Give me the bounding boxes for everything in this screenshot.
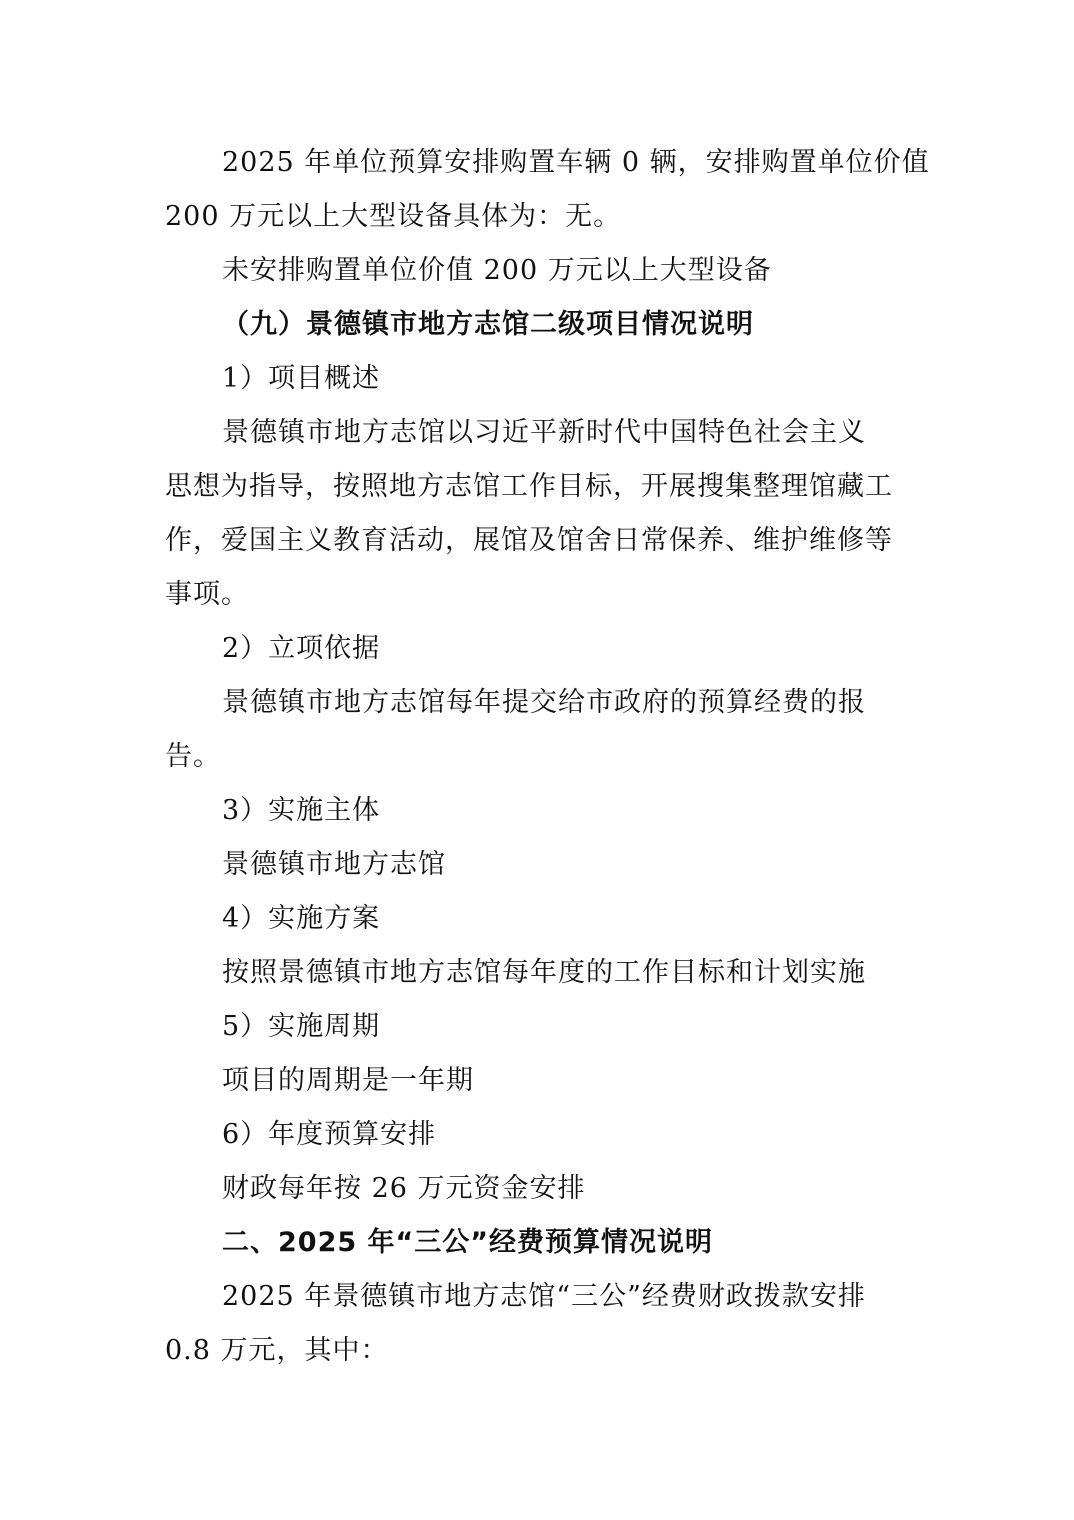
paragraph-no-equipment: 未安排购置单位价值 200 万元以上大型设备	[222, 255, 772, 286]
paragraph-three-public-line2: 0.8 万元，其中：	[165, 1335, 389, 1366]
subheading-basis: 2）立项依据	[222, 633, 381, 664]
paragraph-overview-line3: 作，爱国主义教育活动，展馆及馆舍日常保养、维护维修等	[165, 525, 893, 556]
subheading-period: 5）实施周期	[222, 1011, 381, 1042]
subheading-plan: 4）实施方案	[222, 903, 381, 934]
section-heading-three-public: 二、2025 年“三公”经费预算情况说明	[222, 1227, 714, 1258]
paragraph-budget: 财政每年按 26 万元资金安排	[222, 1173, 586, 1204]
paragraph-plan: 按照景德镇市地方志馆每年度的工作目标和计划实施	[222, 957, 866, 988]
paragraph-basis-line1: 景德镇市地方志馆每年提交给市政府的预算经费的报	[222, 687, 866, 718]
paragraph-vehicle-purchase-line1: 2025 年单位预算安排购置车辆 0 辆，安排购置单位价值	[222, 147, 930, 178]
paragraph-overview-line4: 事项。	[165, 579, 249, 610]
section-heading-project: （九）景德镇市地方志馆二级项目情况说明	[222, 309, 754, 340]
paragraph-basis-line2: 告。	[165, 741, 221, 772]
paragraph-implementer: 景德镇市地方志馆	[222, 849, 446, 880]
subheading-overview: 1）项目概述	[222, 363, 381, 394]
paragraph-period: 项目的周期是一年期	[222, 1065, 474, 1096]
subheading-budget: 6）年度预算安排	[222, 1119, 437, 1150]
paragraph-three-public-line1: 2025 年景德镇市地方志馆“三公”经费财政拨款安排	[222, 1281, 866, 1312]
paragraph-overview-line1: 景德镇市地方志馆以习近平新时代中国特色社会主义	[222, 417, 866, 448]
subheading-implementer: 3）实施主体	[222, 795, 381, 826]
paragraph-overview-line2: 思想为指导，按照地方志馆工作目标，开展搜集整理馆藏工	[165, 471, 893, 502]
paragraph-vehicle-purchase-line2: 200 万元以上大型设备具体为：无。	[165, 201, 622, 232]
